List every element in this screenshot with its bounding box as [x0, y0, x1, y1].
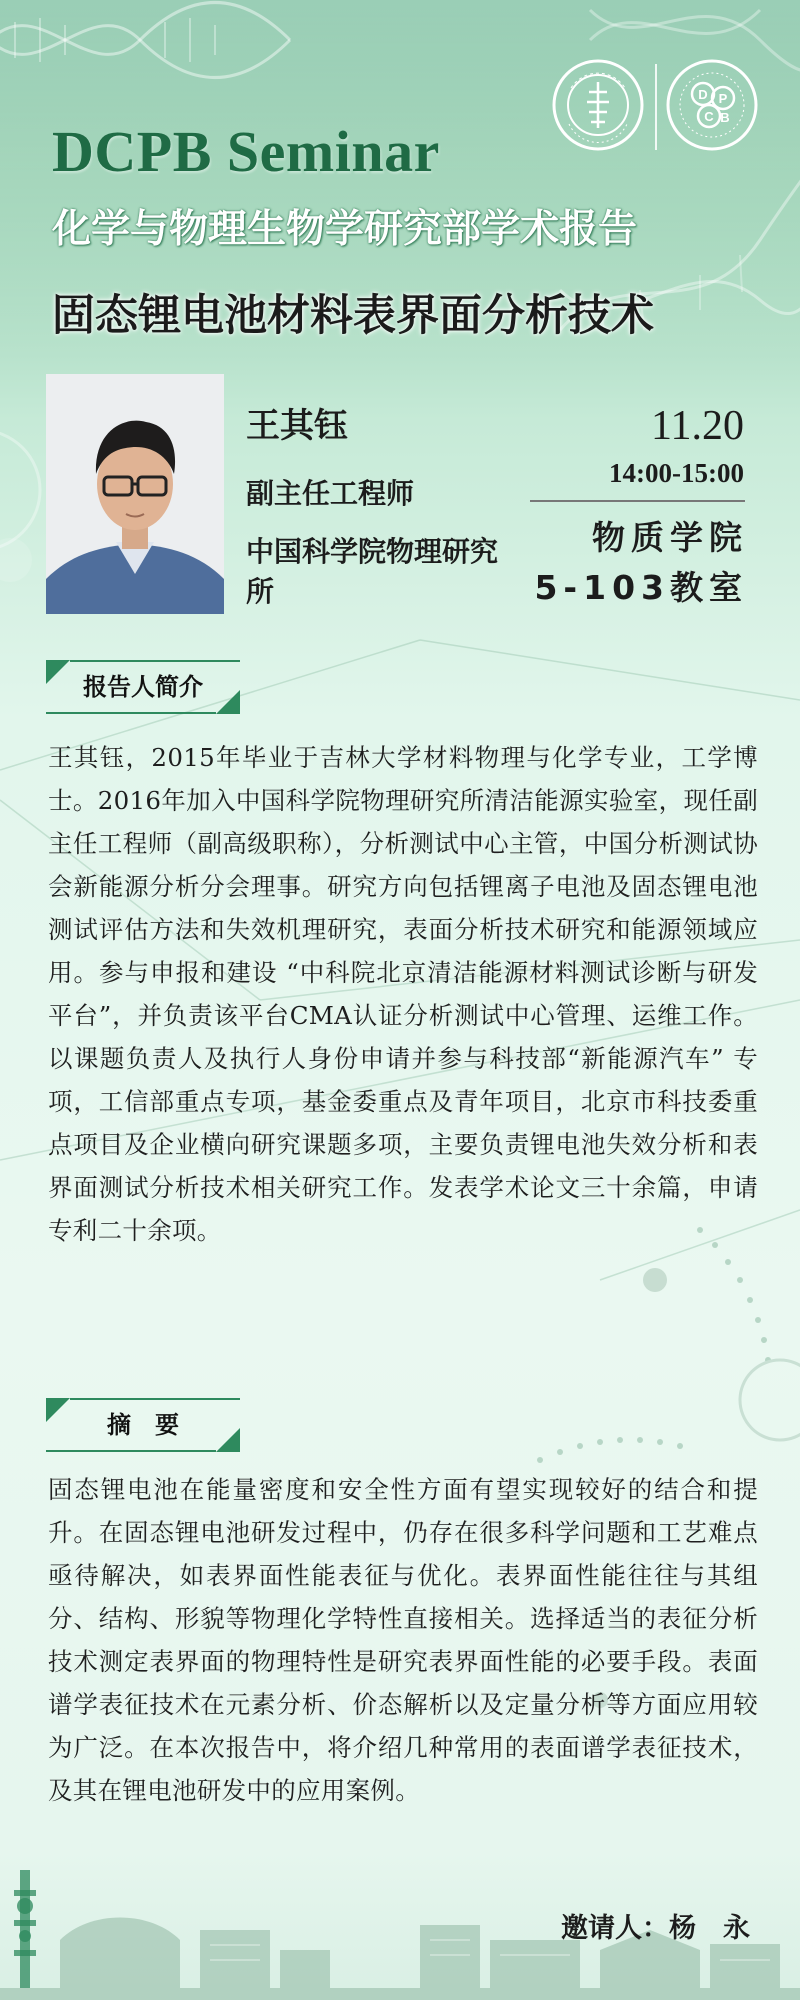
seminar-series-title: DCPB Seminar — [52, 119, 440, 184]
speaker-position: 副主任工程师 — [246, 477, 415, 510]
event-venue-room: 5-103教室 — [534, 568, 748, 607]
svg-text:D: D — [698, 87, 708, 102]
svg-text:C: C — [704, 109, 714, 124]
bio-section-heading — [46, 660, 240, 714]
svg-text:B: B — [720, 110, 730, 125]
abstract-text: 固态锂电池在能量密度和安全性方面有望实现较好的结合和提升。在固态锂电池研发过程中，仍存在很多科学问题和工艺难点亟待解决，如表界面性能表征与优化。表界面性能往往与其组分、结构、形貌等物理化学特性直接相关。选择适当的表征分析技术测定表界面的物理特性是研究表界面性能的必要手段。表面谱学表征技术在元素分析、价态解析以及定量分析等方面应用较为广泛。在本次报告中，将介绍几种常用的表面谱学表征技术，及其在锂电池研发中的应用案例。 — [48, 1475, 758, 1805]
speaker-bio-text: 王其钰，2015年毕业于吉林大学材料物理与化学专业，工学博士。2016年加入中国科学院物理研究所清洁能源实验室，现任副主任工程师（副高级职称），分析测试中心主管，中国分析测试协会新能源分析分会理事。研究方向包括锂离子电池及固态锂电池测试评估方法和失效机理研究，表面分析技术研究和能源领域应用。参与申报和建设 “中科院北京清洁能源材料测试诊断与研发平台”，并负责该平台CMA认证分析测试中心管理、运维工作。以课题负责人及执行人身份申请并参与科技部“新能源汽车” 专项，工信部重点专项，基金委重点及青年项目，北京市科技委重点项目及企业横向研究课题多项，主要负责锂电池失效分析和表界面测试分析技术相关研究工作。发表学术论文三十余篇，申请专利二十余项。 — [48, 743, 758, 1245]
speaker-organization: 中国科学院物理研究所 — [246, 535, 499, 608]
abstract-heading-label: 摘 要 — [107, 1411, 179, 1439]
event-venue-building: 物质学院 — [592, 518, 748, 557]
event-time: 14:00-15:00 — [609, 458, 744, 488]
time-underline — [530, 500, 745, 502]
svg-text:P: P — [718, 91, 728, 106]
abstract-section-heading — [46, 1398, 240, 1452]
speaker-portrait-illustration — [46, 374, 224, 614]
department-title: 化学与物理生物学研究部学术报告 — [52, 207, 638, 252]
dcpb-logo — [665, 58, 759, 152]
speaker-name: 王其钰 — [246, 406, 348, 446]
bio-heading-label: 报告人简介 — [83, 673, 203, 701]
event-date: 11.20 — [651, 403, 744, 449]
inviter-credit: 邀请人：杨 永 — [561, 1913, 750, 1944]
logo-divider — [655, 64, 657, 150]
speaker-photo — [46, 374, 224, 614]
talk-title: 固态锂电池材料表界面分析技术 — [52, 291, 654, 341]
